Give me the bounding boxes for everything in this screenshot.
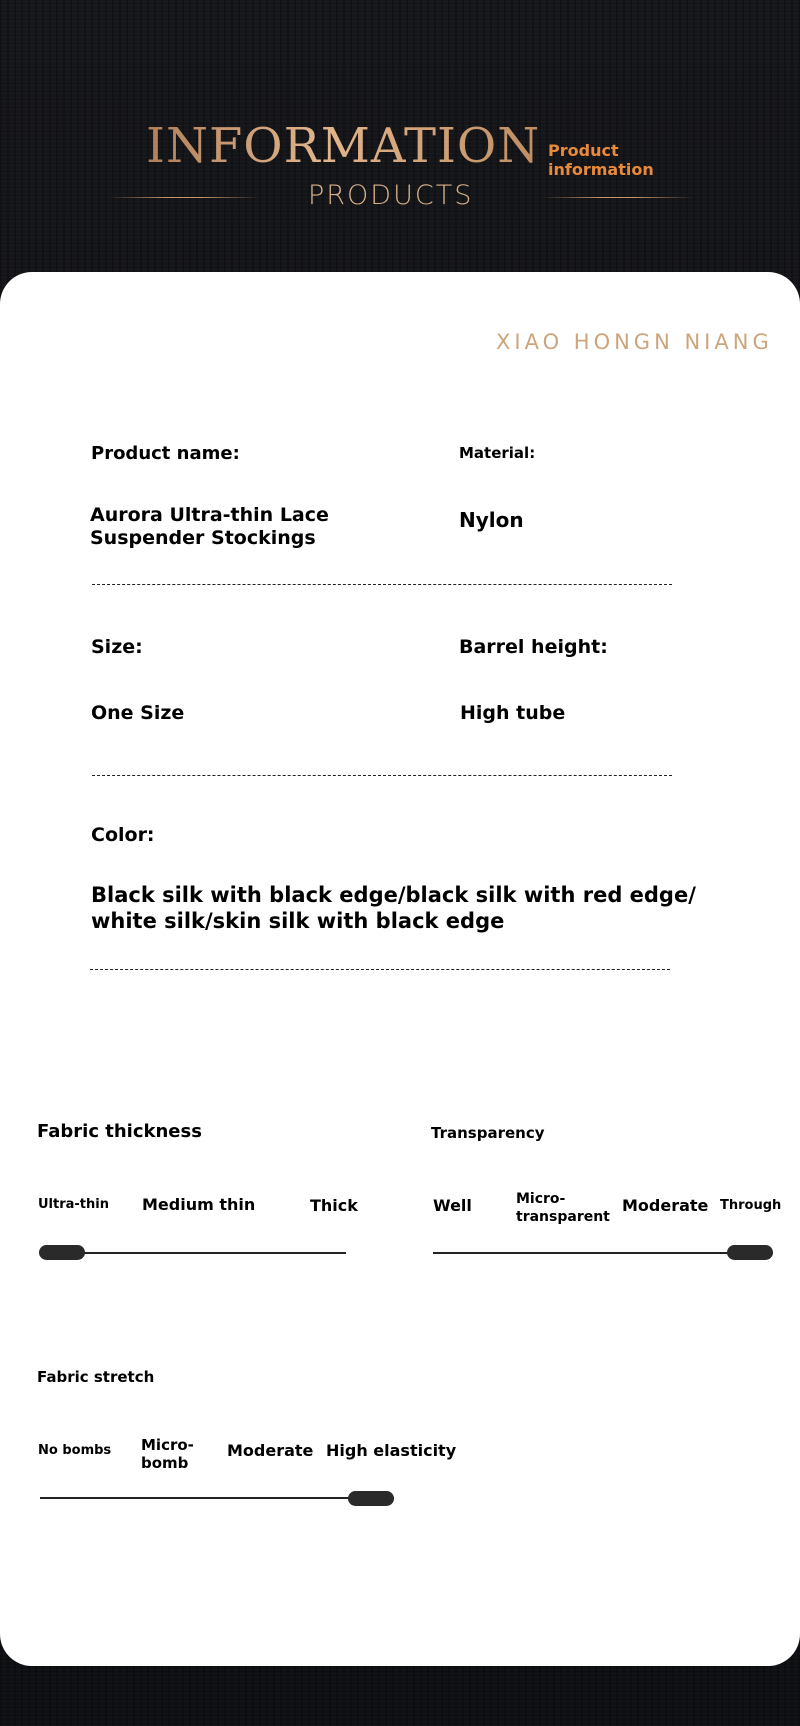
thickness-indicator	[39, 1245, 85, 1260]
transparency-option-moderate: Moderate	[622, 1196, 709, 1215]
thickness-option-thick: Thick	[310, 1196, 358, 1215]
stretch-track	[40, 1497, 394, 1499]
transparency-track	[433, 1252, 773, 1254]
header-side-label	[548, 141, 654, 179]
header-left-rule	[108, 197, 260, 198]
thickness-option-medium-thin: Medium thin	[142, 1195, 256, 1214]
header-title: INFORMATION	[146, 118, 541, 174]
fabric-stretch-title: Fabric stretch	[37, 1368, 155, 1386]
transparency-title: Transparency	[431, 1124, 545, 1142]
material-value: Nylon	[459, 508, 524, 532]
product-name-value	[90, 504, 329, 550]
thickness-track	[40, 1252, 346, 1254]
color-value-line2: white silk/skin silk with black edge	[91, 909, 505, 933]
thickness-option-ultra-thin: Ultra-thin	[38, 1197, 109, 1212]
material-label: Material:	[459, 444, 536, 462]
size-label: Size:	[91, 636, 143, 658]
transparency-option-through: Through	[720, 1198, 782, 1213]
stretch-option-micro-line1: Micro-	[141, 1436, 194, 1454]
stretch-option-no-bombs: No bombs	[38, 1443, 112, 1458]
header-side-line2: information	[548, 160, 654, 179]
stretch-indicator	[348, 1491, 394, 1506]
size-value: One Size	[91, 702, 185, 724]
color-value	[91, 882, 696, 934]
transparency-option-well: Well	[433, 1196, 472, 1215]
stretch-option-moderate: Moderate	[227, 1441, 314, 1460]
header-subtitle: PRODUCTS	[308, 180, 474, 211]
color-value-line1: Black silk with black edge/black silk with red edge/	[91, 883, 696, 907]
divider	[92, 775, 672, 776]
product-name-value-line2: Suspender Stockings	[90, 527, 316, 549]
brand-name: XIAO HONGN NIANG	[496, 330, 773, 354]
transparency-option-micro-transparent	[516, 1190, 610, 1226]
transparency-indicator	[727, 1245, 773, 1260]
stretch-option-high-elasticity: High elasticity	[326, 1441, 457, 1460]
header-right-rule	[542, 197, 694, 198]
divider	[92, 584, 672, 585]
divider	[90, 969, 670, 970]
header-side-line1: Product	[548, 141, 619, 160]
stretch-option-micro-line2: bomb	[141, 1454, 189, 1472]
transparency-option-micro-line1: Micro-	[516, 1191, 566, 1207]
barrel-height-label: Barrel height:	[459, 636, 608, 658]
transparency-option-micro-line2: transparent	[516, 1209, 610, 1225]
product-name-value-line1: Aurora Ultra-thin Lace	[90, 504, 329, 526]
color-label: Color:	[91, 824, 155, 846]
product-name-label: Product name:	[91, 443, 240, 464]
stretch-option-micro-bomb	[141, 1436, 194, 1472]
barrel-height-value: High tube	[460, 702, 566, 724]
fabric-thickness-title: Fabric thickness	[37, 1121, 202, 1142]
